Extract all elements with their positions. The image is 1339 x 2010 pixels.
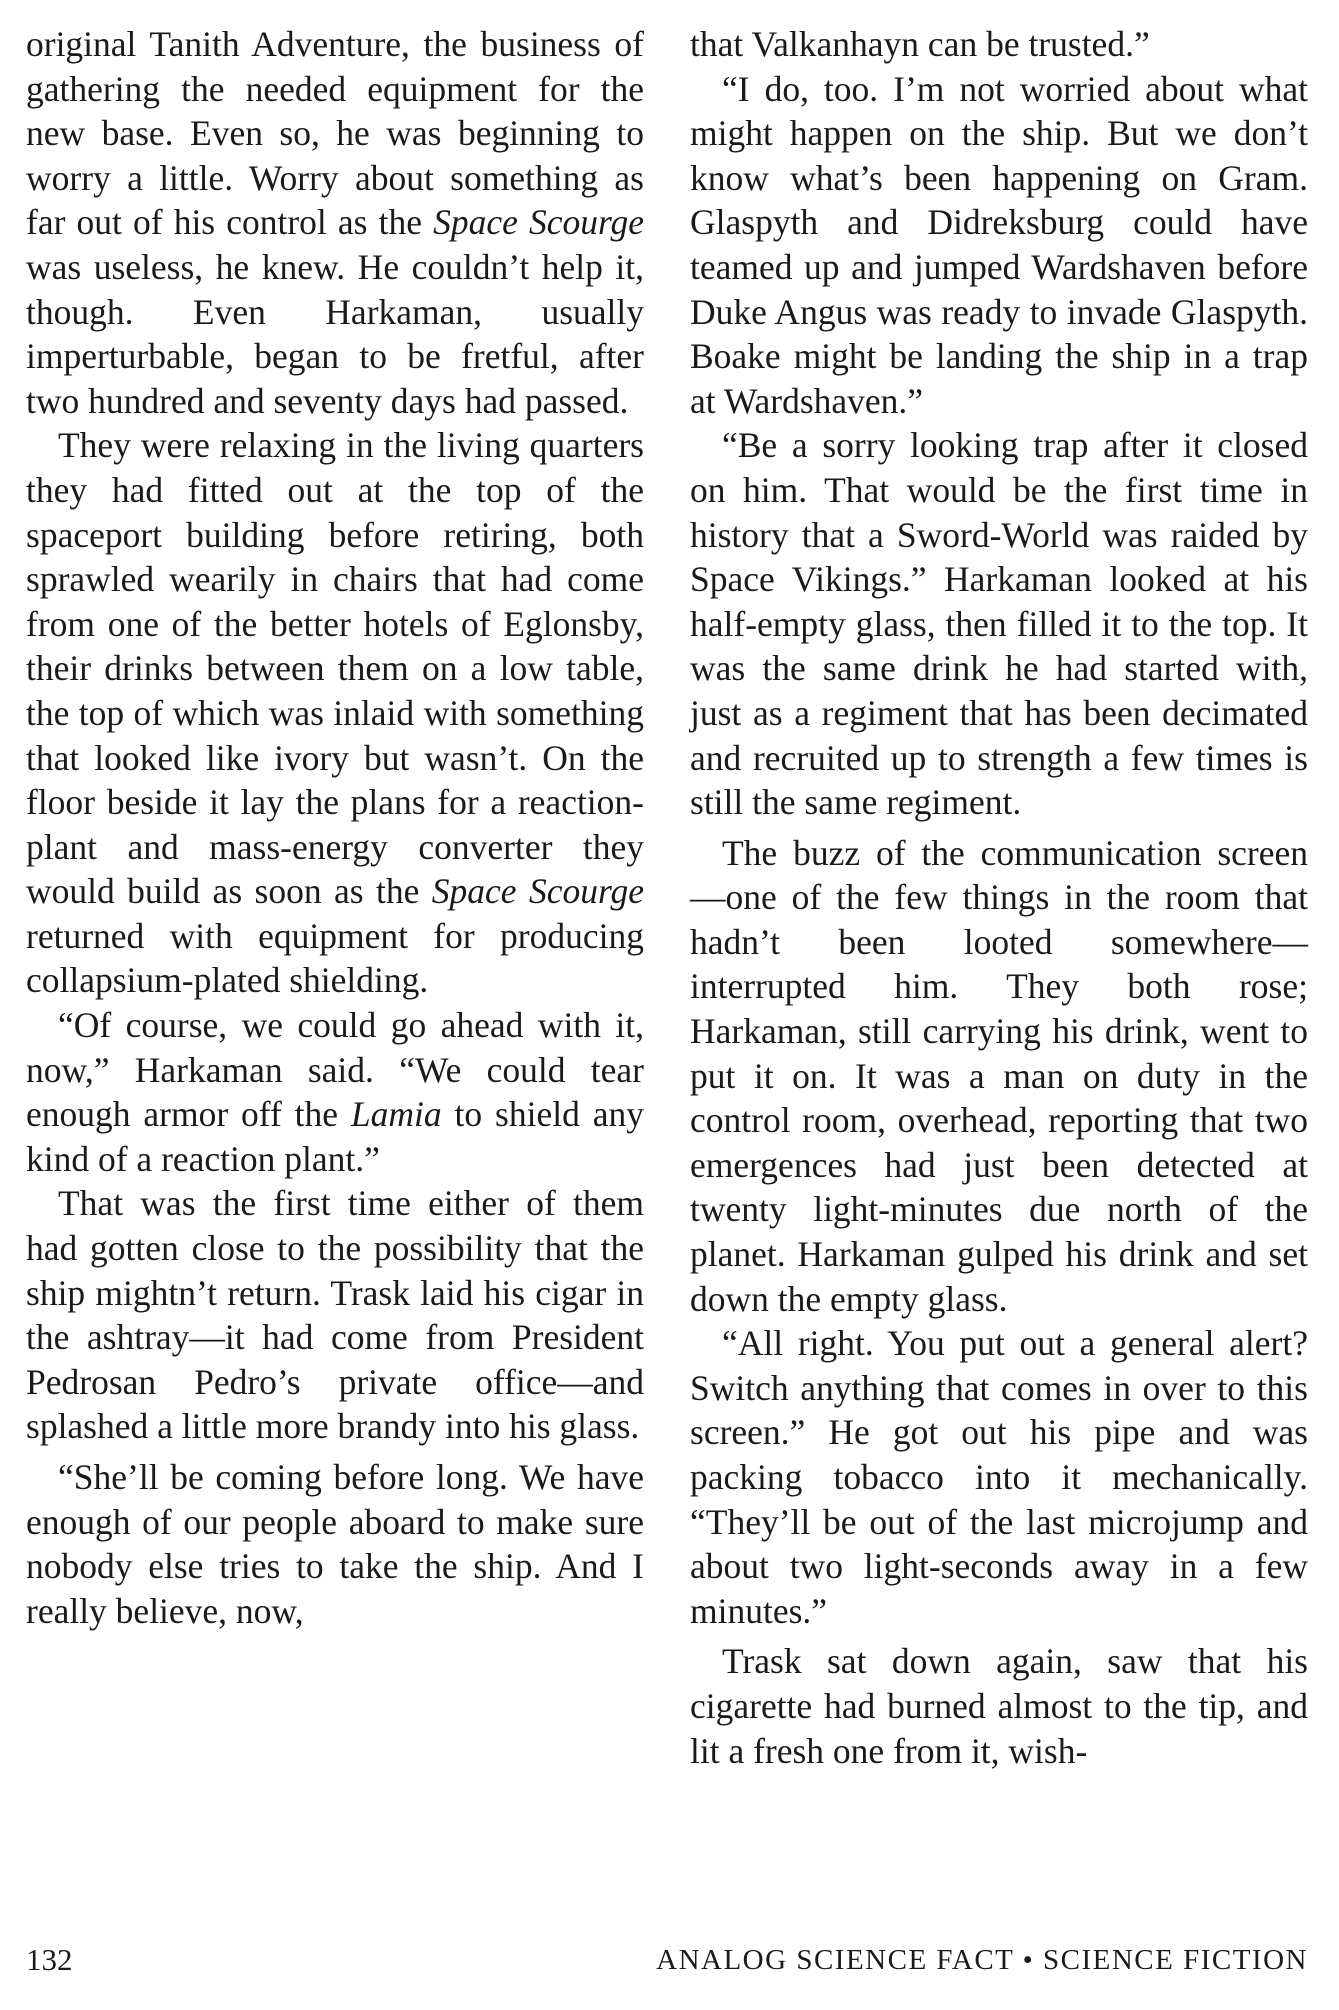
paragraph [690, 67, 1308, 424]
text-run: “All right. You put out a general alert? Switch anything that comes in over to this screen.” He got out his pipe and was packing tobacco into it mechanically. “They’ll be out of the last microjump and about two light-seconds away in a few minutes.” [690, 1323, 1308, 1631]
text-run: “She’ll be coming before long. We have enough of our people aboard to make sure nobody else tries to take the ship. And I really believe, now, [26, 1457, 644, 1631]
text-run: “I do, too. I’m not worried about what might happen on the ship. But we don’t know what’s been happening on Gram. Glaspyth and Didreksburg could have teamed up and jumped Wardshaven before Duke Angus was ready to invade Glaspyth. Boake might be landing the ship in a trap at Wardshaven.” [690, 68, 1308, 421]
text-run: was useless, he knew. He couldn’t help it, though. Even Harkaman, usually imperturbable, began to be fretful, after two hundred and seventy days had passed. [26, 246, 644, 421]
paragraph [26, 22, 644, 423]
text-run: that Valkanhayn can be trusted.” [690, 24, 1150, 64]
text-run: original Tanith Adventure, the business of gathering the needed equipment for the new base. Even so, he was beginning to worry a little. Worry about something as far out of his control as the [26, 24, 644, 243]
paragraph [690, 22, 1308, 67]
page-footer [26, 1938, 1308, 1982]
italic-title: Space Scourge [431, 871, 644, 912]
italic-title: Lamia [350, 1094, 442, 1135]
text-run: The buzz of the communication screen—one of the few things in the room that hadn’t been looted somewhere—interrupted him. They both rose; Harkaman, still carrying his drink, went to put it on. It was a man on duty in the control room, overhead, reporting that two emergences had just been detected at twenty light-minutes due north of the planet. Harkaman gulped his drink and set down the empty glass. [690, 832, 1308, 1319]
italic-title: Space Scourge [433, 202, 644, 243]
paragraph [690, 831, 1308, 1322]
paragraph [690, 1639, 1308, 1773]
text-run: “Be a sorry looking trap after it closed on him. That would be the first time in history that a Sword-World was raided by Space Vikings.” Harkaman looked at his half-empty glass, then filled it to the top. It was the same drink he had started with, just as a regiment that has been decimated and recruited up to strength a few times is still the same regiment. [690, 425, 1308, 823]
text-run: returned with equipment for producing collapsium-plated shielding. [26, 915, 644, 1001]
text-run: “Of course, we could go ahead with it, now,” Harkaman said. “We could tear enough armor off the [26, 1005, 644, 1135]
paragraph [26, 423, 644, 1003]
paragraph [690, 423, 1308, 824]
paragraph [690, 1321, 1308, 1633]
text-run: That was the first time either of them had gotten close to the possibility that the ship mightn’t return. Trask laid his cigar in the ashtray—it had come from President Pedrosan Pedro’s private office—and splashed a little more brandy into his glass. [26, 1183, 644, 1447]
text-run: Trask sat down again, saw that his cigarette had burned almost to the tip, and lit a fresh one from it, wish- [690, 1641, 1308, 1771]
text-run: to shield any kind of a reaction plant.” [26, 1094, 644, 1179]
paragraph [26, 1003, 644, 1181]
paragraph [26, 1181, 644, 1449]
right-column [690, 22, 1308, 1773]
paragraph [26, 1455, 644, 1633]
left-column [26, 22, 644, 1633]
page-number: 132 [26, 1942, 73, 1977]
running-head: ANALOG SCIENCE FACT • SCIENCE FICTION [656, 1944, 1308, 1976]
text-run: They were relaxing in the living quarters they had fitted out at the top of the spaceport building before retiring, both sprawled wearily in chairs that had come from one of the better hotels of Eglonsby, their drinks between them on a low table, the top of which was inlaid with something that looked like ivory but wasn’t. On the floor beside it lay the plans for a reaction-plant and mass-energy converter they would build as soon as the [26, 425, 644, 912]
